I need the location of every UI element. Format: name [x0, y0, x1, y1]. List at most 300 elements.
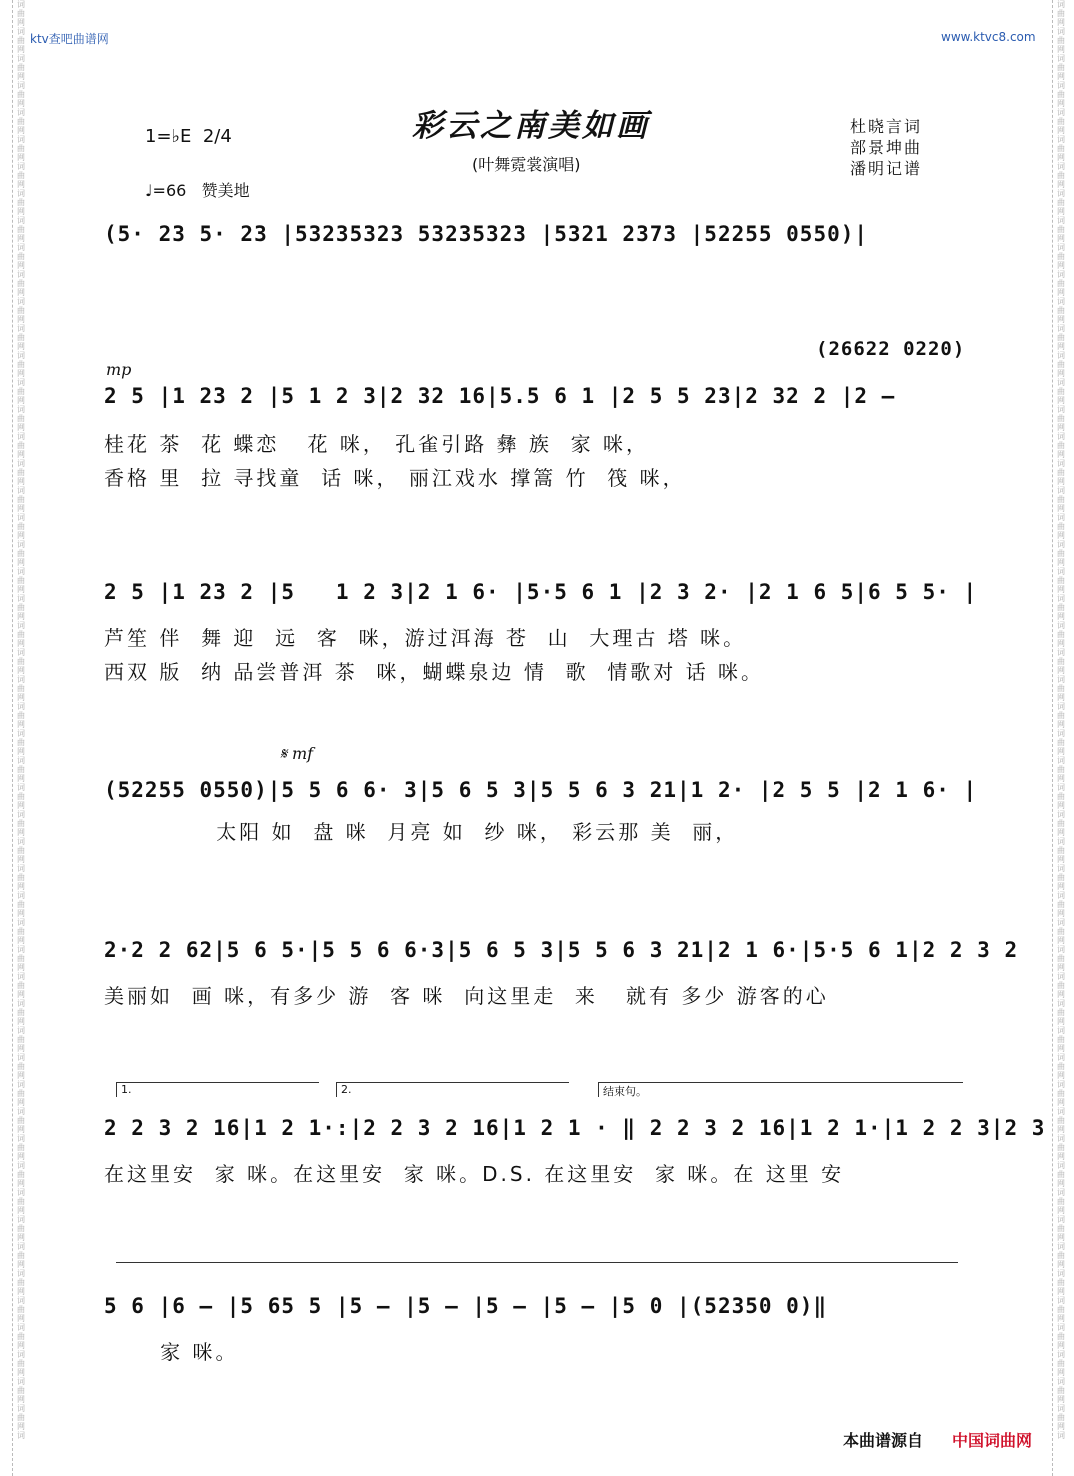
side-watermark-glyph: 曲	[17, 1386, 25, 1395]
side-watermark-glyph: 词	[17, 1134, 25, 1143]
side-watermark-glyph: 网	[17, 720, 25, 729]
side-watermark-glyph: 曲	[17, 873, 25, 882]
side-watermark-glyph: 词	[1057, 1431, 1065, 1440]
side-watermark-glyph: 曲	[1057, 738, 1065, 747]
side-watermark-glyph: 网	[17, 801, 25, 810]
side-watermark-glyph: 曲	[1057, 117, 1065, 126]
side-watermark-glyph: 网	[17, 639, 25, 648]
side-watermark-glyph: 网	[17, 774, 25, 783]
side-watermark-glyph: 词	[17, 270, 25, 279]
side-watermark-glyph: 词	[17, 54, 25, 63]
side-watermark-glyph: 词	[1057, 81, 1065, 90]
lyricist-credit: 杜晓言词	[850, 117, 923, 136]
side-watermark-glyph: 词	[17, 945, 25, 954]
side-watermark-glyph: 词	[1057, 1188, 1065, 1197]
side-watermark-glyph: 曲	[1057, 522, 1065, 531]
side-watermark-glyph: 网	[1057, 1368, 1065, 1377]
side-watermark-glyph: 网	[1057, 558, 1065, 567]
source-label: 本曲谱源自	[843, 1431, 924, 1450]
side-watermark-glyph: 曲	[1057, 900, 1065, 909]
side-watermark-glyph: 曲	[17, 1143, 25, 1152]
side-watermark-glyph: 曲	[17, 576, 25, 585]
lyric-line-6: 在这里安 家 咪。在这里安 家 咪。D.S. 在这里安 家 咪。在 这里 安	[104, 1162, 845, 1186]
side-watermark-glyph: 网	[17, 909, 25, 918]
side-watermark-glyph: 网	[1057, 1395, 1065, 1404]
side-watermark-glyph: 曲	[17, 252, 25, 261]
side-watermark-glyph: 词	[17, 675, 25, 684]
side-watermark-glyph: 网	[17, 504, 25, 513]
side-watermark-glyph: 词	[1057, 783, 1065, 792]
side-watermark-glyph: 曲	[1057, 198, 1065, 207]
side-watermark-glyph: 词	[1057, 1404, 1065, 1413]
side-watermark-glyph: 曲	[17, 333, 25, 342]
side-watermark-glyph: 曲	[1057, 171, 1065, 180]
side-watermark-glyph: 网	[17, 1152, 25, 1161]
side-watermark-glyph: 曲	[17, 171, 25, 180]
side-watermark-glyph: 网	[1057, 909, 1065, 918]
side-watermark-glyph: 网	[1057, 1017, 1065, 1026]
side-watermark-glyph: 词	[1057, 513, 1065, 522]
side-watermark-glyph: 词	[1057, 54, 1065, 63]
side-watermark-glyph: 词	[17, 1026, 25, 1035]
side-watermark-glyph: 曲	[1057, 1413, 1065, 1422]
lyric-line-3-verse-1: 芦笙 伴 舞 迎 远 客 咪，游过洱海 苍 山 大理古 塔 咪。	[104, 626, 747, 650]
side-watermark-glyph: 词	[17, 648, 25, 657]
side-watermark-glyph: 曲	[1057, 90, 1065, 99]
side-watermark-glyph: 词	[1057, 675, 1065, 684]
side-watermark-glyph: 网	[17, 288, 25, 297]
side-watermark-glyph: 曲	[1057, 1062, 1065, 1071]
volta-second-ending: 2.	[336, 1082, 569, 1097]
side-watermark-glyph: 曲	[1057, 333, 1065, 342]
side-watermark-glyph: 曲	[17, 522, 25, 531]
side-watermark-glyph: 网	[17, 1071, 25, 1080]
side-watermark-glyph: 词	[1057, 1296, 1065, 1305]
side-watermark-glyph: 曲	[1057, 279, 1065, 288]
side-watermark-glyph: 曲	[1057, 468, 1065, 477]
side-watermark-glyph: 词	[1057, 864, 1065, 873]
side-watermark-glyph: 曲	[1057, 954, 1065, 963]
side-watermark-glyph: 网	[17, 153, 25, 162]
side-watermark-glyph: 曲	[17, 738, 25, 747]
side-watermark-glyph: 网	[1057, 963, 1065, 972]
side-watermark-glyph: 曲	[17, 711, 25, 720]
side-watermark-glyph: 词	[1057, 972, 1065, 981]
side-watermark-glyph: 曲	[1057, 1251, 1065, 1260]
side-watermark-glyph: 词	[17, 1080, 25, 1089]
right-margin-watermark	[1052, 0, 1069, 1476]
side-watermark-glyph: 网	[17, 396, 25, 405]
side-watermark-glyph: 词	[17, 324, 25, 333]
side-watermark-glyph: 网	[17, 990, 25, 999]
side-watermark-glyph: 曲	[17, 36, 25, 45]
side-watermark-glyph: 曲	[17, 1413, 25, 1422]
side-watermark-glyph: 曲	[17, 414, 25, 423]
side-watermark-glyph: 词	[1057, 702, 1065, 711]
side-watermark-glyph: 曲	[1057, 873, 1065, 882]
side-watermark-glyph: 网	[1057, 747, 1065, 756]
side-watermark-glyph: 词	[1057, 945, 1065, 954]
side-watermark-glyph: 词	[1057, 27, 1065, 36]
tie-line	[116, 1262, 958, 1263]
side-watermark-glyph: 网	[17, 45, 25, 54]
side-watermark-glyph: 词	[17, 513, 25, 522]
side-watermark-glyph: 网	[1057, 504, 1065, 513]
side-watermark-glyph: 词	[17, 1161, 25, 1170]
side-watermark-glyph: 网	[17, 72, 25, 81]
watermark-right: www.ktvc8.com	[941, 30, 1036, 44]
side-watermark-glyph: 网	[1057, 1179, 1065, 1188]
side-watermark-glyph: 词	[17, 1215, 25, 1224]
side-watermark-glyph: 网	[1057, 774, 1065, 783]
side-watermark-glyph: 词	[17, 27, 25, 36]
score-line-4: (52255 0550)|5 5 6 6· 3|5 6 5 3|5 5 6 3 21|1 2· |2 5 5 |2 1 6· |	[104, 778, 978, 802]
side-watermark-glyph: 曲	[1057, 1143, 1065, 1152]
side-watermark-glyph: 网	[1057, 882, 1065, 891]
side-watermark-glyph: 词	[17, 162, 25, 171]
side-watermark-glyph: 曲	[17, 1332, 25, 1341]
side-watermark-glyph: 曲	[1057, 792, 1065, 801]
side-watermark-glyph: 网	[17, 855, 25, 864]
side-watermark-glyph: 词	[17, 1404, 25, 1413]
side-watermark-glyph: 网	[1057, 477, 1065, 486]
side-watermark-glyph: 词	[17, 702, 25, 711]
side-watermark-glyph: 词	[1057, 297, 1065, 306]
side-watermark-glyph: 词	[17, 864, 25, 873]
side-watermark-glyph: 曲	[1057, 144, 1065, 153]
side-watermark-glyph: 网	[1057, 1071, 1065, 1080]
side-watermark-glyph: 词	[17, 540, 25, 549]
side-watermark-glyph: 网	[1057, 369, 1065, 378]
side-watermark-glyph: 曲	[1057, 36, 1065, 45]
side-watermark-glyph: 曲	[17, 630, 25, 639]
side-watermark-glyph: 曲	[17, 1035, 25, 1044]
side-watermark-glyph: 网	[1057, 1287, 1065, 1296]
side-watermark-glyph: 网	[17, 1179, 25, 1188]
side-watermark-glyph: 网	[1057, 1233, 1065, 1242]
side-watermark-glyph: 网	[17, 666, 25, 675]
lyric-line-4: 太阳 如 盘 咪 月亮 如 纱 咪， 彩云那 美 丽，	[104, 820, 739, 844]
side-watermark-glyph: 网	[17, 180, 25, 189]
side-watermark-glyph: 曲	[17, 684, 25, 693]
side-watermark-glyph: 网	[17, 828, 25, 837]
side-watermark-glyph: 曲	[1057, 225, 1065, 234]
side-watermark-glyph: 词	[1057, 486, 1065, 495]
ending-phrase-label: 结束句。	[598, 1082, 963, 1097]
side-watermark-glyph: 曲	[17, 144, 25, 153]
side-watermark-glyph: 曲	[17, 63, 25, 72]
side-watermark-glyph: 网	[1057, 639, 1065, 648]
side-watermark-glyph: 曲	[1057, 1386, 1065, 1395]
side-watermark-glyph: 网	[1057, 585, 1065, 594]
side-watermark-glyph: 词	[1057, 1242, 1065, 1251]
side-watermark-glyph: 词	[1057, 621, 1065, 630]
tempo-marking: ♩=66 赞美地	[145, 181, 250, 200]
side-watermark-glyph: 词	[17, 1107, 25, 1116]
side-watermark-glyph: 曲	[1057, 1332, 1065, 1341]
side-watermark-glyph: 网	[1057, 423, 1065, 432]
side-watermark-glyph: 网	[1057, 396, 1065, 405]
side-watermark-glyph: 网	[1057, 1125, 1065, 1134]
side-watermark-glyph: 网	[17, 342, 25, 351]
side-watermark-glyph: 曲	[1057, 1035, 1065, 1044]
side-watermark-glyph: 网	[1057, 126, 1065, 135]
side-watermark-glyph: 词	[17, 1188, 25, 1197]
side-watermark-glyph: 网	[17, 126, 25, 135]
side-watermark-glyph: 词	[1057, 324, 1065, 333]
side-watermark-glyph: 词	[17, 378, 25, 387]
side-watermark-glyph: 词	[1057, 351, 1065, 360]
side-watermark-glyph: 网	[17, 1260, 25, 1269]
side-watermark-glyph: 词	[17, 135, 25, 144]
side-watermark-glyph: 网	[1057, 990, 1065, 999]
side-watermark-glyph: 网	[1057, 315, 1065, 324]
side-watermark-glyph: 曲	[17, 387, 25, 396]
side-watermark-glyph: 曲	[17, 603, 25, 612]
side-watermark-glyph: 词	[1057, 0, 1065, 9]
side-watermark-glyph: 词	[17, 1269, 25, 1278]
side-watermark-glyph: 网	[1057, 153, 1065, 162]
side-watermark-glyph: 网	[1057, 1206, 1065, 1215]
side-watermark-glyph: 词	[17, 621, 25, 630]
side-watermark-glyph: 曲	[17, 792, 25, 801]
side-watermark-glyph: 网	[17, 423, 25, 432]
side-watermark-glyph: 曲	[17, 819, 25, 828]
side-watermark-glyph: 网	[1057, 828, 1065, 837]
side-watermark-glyph: 网	[17, 1206, 25, 1215]
left-margin-watermark	[12, 0, 29, 1476]
side-watermark-glyph: 曲	[17, 198, 25, 207]
side-watermark-glyph: 词	[1057, 1053, 1065, 1062]
side-watermark-glyph: 网	[17, 315, 25, 324]
side-watermark-glyph: 词	[1057, 1350, 1065, 1359]
side-watermark-glyph: 词	[1057, 567, 1065, 576]
side-watermark-glyph: 网	[17, 612, 25, 621]
side-watermark-glyph: 网	[17, 1233, 25, 1242]
side-watermark-glyph: 网	[1057, 693, 1065, 702]
side-watermark-glyph: 词	[17, 1377, 25, 1386]
side-watermark-glyph: 词	[1057, 918, 1065, 927]
side-watermark-glyph: 网	[1057, 1098, 1065, 1107]
segno-mf-marking: 𝄋 mf	[280, 744, 314, 763]
side-watermark-glyph: 曲	[17, 1359, 25, 1368]
side-watermark-glyph: 网	[1057, 288, 1065, 297]
composer-credit: 部景坤曲	[850, 138, 923, 157]
side-watermark-glyph: 曲	[17, 1062, 25, 1071]
side-watermark-glyph: 网	[17, 936, 25, 945]
side-watermark-glyph: 曲	[1057, 765, 1065, 774]
side-watermark-glyph: 词	[1057, 810, 1065, 819]
side-watermark-glyph: 曲	[17, 657, 25, 666]
side-watermark-glyph: 网	[1057, 801, 1065, 810]
side-watermark-glyph: 曲	[17, 981, 25, 990]
side-watermark-glyph: 网	[1057, 207, 1065, 216]
side-watermark-glyph: 曲	[17, 1278, 25, 1287]
side-watermark-glyph: 词	[17, 1053, 25, 1062]
side-watermark-glyph: 曲	[1057, 576, 1065, 585]
lyric-line-5: 美丽如 画 咪，有多少 游 客 咪 向这里走 来 就有 多少 游客的心	[104, 984, 829, 1008]
side-watermark-glyph: 曲	[1057, 981, 1065, 990]
side-watermark-glyph: 曲	[1057, 549, 1065, 558]
side-watermark-glyph: 曲	[1057, 684, 1065, 693]
side-watermark-glyph: 词	[1057, 1215, 1065, 1224]
volta-first-ending: 1.	[116, 1082, 319, 1097]
side-watermark-glyph: 曲	[1057, 630, 1065, 639]
side-watermark-glyph: 词	[17, 405, 25, 414]
side-watermark-glyph: 词	[17, 756, 25, 765]
side-watermark-glyph: 曲	[1057, 495, 1065, 504]
side-watermark-glyph: 词	[1057, 270, 1065, 279]
side-watermark-glyph: 曲	[1057, 414, 1065, 423]
side-watermark-glyph: 词	[1057, 999, 1065, 1008]
watermark-left: ktv查吧曲谱网	[30, 32, 109, 46]
side-watermark-glyph: 词	[1057, 432, 1065, 441]
side-watermark-glyph: 曲	[17, 954, 25, 963]
side-watermark-glyph: 词	[17, 972, 25, 981]
side-watermark-glyph: 词	[17, 108, 25, 117]
side-watermark-glyph: 词	[17, 783, 25, 792]
side-watermark-glyph: 词	[1057, 837, 1065, 846]
score-line-5: 2·2 2 62|5 6 5·|5 5 6 6·3|5 6 5 3|5 5 6 3 21|2 1 6·|5·5 6 1|2 2 3 2	[104, 938, 1019, 962]
lyric-line-7: 家 咪。	[104, 1340, 239, 1364]
side-watermark-glyph: 网	[17, 1368, 25, 1377]
side-watermark-glyph: 网	[17, 1098, 25, 1107]
side-watermark-glyph: 网	[1057, 18, 1065, 27]
side-watermark-glyph: 网	[1057, 1152, 1065, 1161]
side-watermark-glyph: 网	[17, 1314, 25, 1323]
side-watermark-glyph: 曲	[1057, 1278, 1065, 1287]
side-watermark-glyph: 词	[17, 0, 25, 9]
side-watermark-glyph: 词	[17, 729, 25, 738]
lyric-line-2-verse-2: 香格 里 拉 寻找童 话 咪， 丽江戏水 撑篙 竹 筏 咪，	[104, 466, 686, 490]
side-watermark-glyph: 网	[1057, 936, 1065, 945]
side-watermark-glyph: 词	[1057, 648, 1065, 657]
side-watermark-glyph: 词	[1057, 1107, 1065, 1116]
side-watermark-glyph: 词	[1057, 189, 1065, 198]
score-line-1: (5· 23 5· 23 |53235323 53235323 |5321 2373 |52255 0550)|	[104, 222, 869, 246]
side-watermark-glyph: 曲	[17, 765, 25, 774]
side-watermark-glyph: 词	[17, 1431, 25, 1440]
side-watermark-glyph: 词	[17, 297, 25, 306]
transcriber-credit: 潘明记谱	[850, 159, 923, 178]
side-watermark-glyph: 网	[17, 585, 25, 594]
side-watermark-glyph: 网	[17, 18, 25, 27]
side-watermark-glyph: 词	[1057, 540, 1065, 549]
dynamic-mp: mp	[106, 360, 132, 379]
side-watermark-glyph: 曲	[1057, 603, 1065, 612]
side-watermark-glyph: 曲	[1057, 360, 1065, 369]
side-watermark-glyph: 曲	[1057, 1359, 1065, 1368]
side-watermark-glyph: 曲	[17, 1224, 25, 1233]
song-title: 彩云之南美如画	[412, 108, 650, 144]
source-site-link[interactable]: 中国词曲网	[952, 1431, 1033, 1450]
side-watermark-glyph: 曲	[17, 1170, 25, 1179]
side-watermark-glyph: 曲	[1057, 1089, 1065, 1098]
key-signature: 1=♭E 2/4	[145, 126, 232, 147]
side-watermark-glyph: 词	[1057, 108, 1065, 117]
side-watermark-glyph: 词	[1057, 1377, 1065, 1386]
side-watermark-glyph: 网	[17, 477, 25, 486]
side-watermark-glyph: 曲	[17, 1089, 25, 1098]
side-watermark-glyph: 曲	[17, 1008, 25, 1017]
side-watermark-glyph: 词	[1057, 756, 1065, 765]
intro-phrase: (26622 0220)	[816, 338, 966, 360]
side-watermark-glyph: 网	[1057, 666, 1065, 675]
side-watermark-glyph: 词	[1057, 1323, 1065, 1332]
side-watermark-glyph: 网	[17, 234, 25, 243]
side-watermark-glyph: 网	[17, 1287, 25, 1296]
side-watermark-glyph: 曲	[17, 117, 25, 126]
side-watermark-glyph: 网	[1057, 1314, 1065, 1323]
side-watermark-glyph: 曲	[1057, 927, 1065, 936]
side-watermark-glyph: 网	[17, 693, 25, 702]
side-watermark-glyph: 词	[1057, 594, 1065, 603]
side-watermark-glyph: 网	[1057, 855, 1065, 864]
side-watermark-glyph: 曲	[1057, 9, 1065, 18]
side-watermark-glyph: 曲	[1057, 1008, 1065, 1017]
side-watermark-glyph: 曲	[17, 1251, 25, 1260]
side-watermark-glyph: 曲	[17, 360, 25, 369]
side-watermark-glyph: 网	[17, 558, 25, 567]
performer-credit: (叶舞霓裳演唱)	[472, 155, 581, 174]
side-watermark-glyph: 网	[17, 882, 25, 891]
side-watermark-glyph: 曲	[1057, 252, 1065, 261]
score-line-6: 2 2 3 2 16|1 2 1·:|2 2 3 2 16|1 2 1 · ‖ 2 2 3 2 16|1 2 1·|1 2 2 3|2 3	[104, 1116, 1046, 1140]
side-watermark-glyph: 网	[1057, 450, 1065, 459]
side-watermark-glyph: 网	[17, 99, 25, 108]
side-watermark-glyph: 词	[17, 837, 25, 846]
side-watermark-glyph: 曲	[1057, 846, 1065, 855]
side-watermark-glyph: 词	[1057, 891, 1065, 900]
side-watermark-glyph: 网	[1057, 45, 1065, 54]
side-watermark-glyph: 词	[1057, 1080, 1065, 1089]
side-watermark-glyph: 曲	[17, 495, 25, 504]
side-watermark-glyph: 网	[1057, 261, 1065, 270]
side-watermark-glyph: 曲	[17, 90, 25, 99]
side-watermark-glyph: 网	[17, 369, 25, 378]
side-watermark-glyph: 词	[17, 567, 25, 576]
side-watermark-glyph: 词	[17, 216, 25, 225]
side-watermark-glyph: 词	[1057, 378, 1065, 387]
side-watermark-glyph: 曲	[1057, 1224, 1065, 1233]
side-watermark-glyph: 词	[17, 594, 25, 603]
side-watermark-glyph: 网	[1057, 1044, 1065, 1053]
side-watermark-glyph: 网	[1057, 180, 1065, 189]
side-watermark-glyph: 网	[1057, 72, 1065, 81]
side-watermark-glyph: 曲	[1057, 711, 1065, 720]
side-watermark-glyph: 网	[1057, 1260, 1065, 1269]
side-watermark-glyph: 曲	[1057, 1170, 1065, 1179]
side-watermark-glyph: 词	[1057, 162, 1065, 171]
side-watermark-glyph: 词	[1057, 1026, 1065, 1035]
side-watermark-glyph: 网	[17, 207, 25, 216]
side-watermark-glyph: 网	[1057, 720, 1065, 729]
side-watermark-glyph: 曲	[17, 468, 25, 477]
side-watermark-glyph: 网	[1057, 234, 1065, 243]
side-watermark-glyph: 曲	[1057, 657, 1065, 666]
side-watermark-glyph: 网	[17, 1017, 25, 1026]
side-watermark-glyph: 曲	[17, 1197, 25, 1206]
side-watermark-glyph: 曲	[17, 900, 25, 909]
side-watermark-glyph: 词	[1057, 243, 1065, 252]
side-watermark-glyph: 曲	[1057, 441, 1065, 450]
side-watermark-glyph: 网	[17, 1341, 25, 1350]
side-watermark-glyph: 网	[17, 531, 25, 540]
side-watermark-glyph: 网	[1057, 1341, 1065, 1350]
side-watermark-glyph: 词	[17, 1296, 25, 1305]
side-watermark-glyph: 曲	[17, 306, 25, 315]
side-watermark-glyph: 词	[17, 189, 25, 198]
